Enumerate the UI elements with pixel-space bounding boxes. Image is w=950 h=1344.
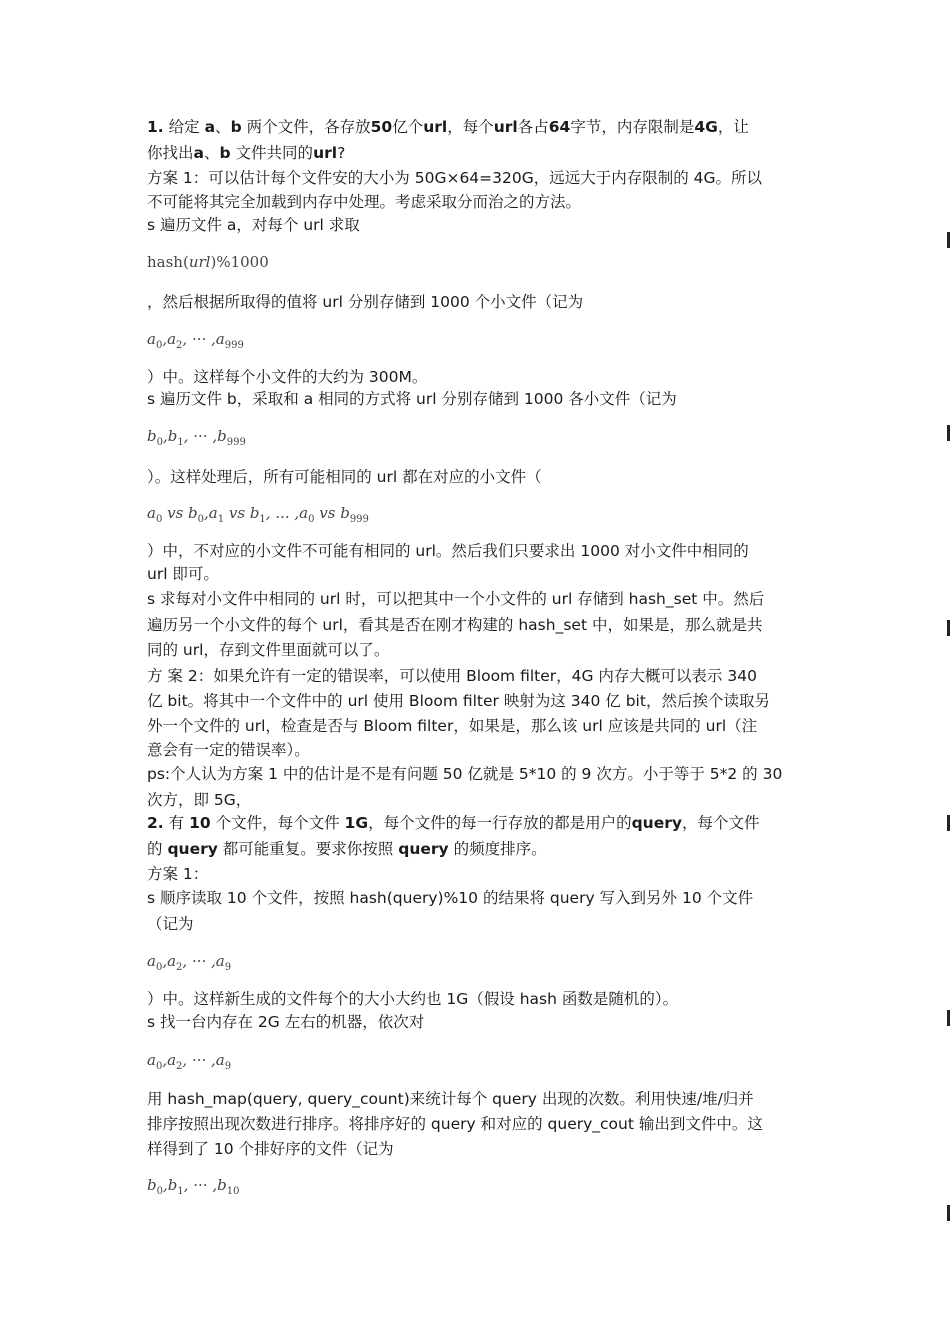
text-line: （记为 — [147, 915, 194, 933]
text-line: ）中，不对应的小文件不可能有相同的 url。然后我们只要求出 1000 对小文件中相同的 — [147, 542, 749, 560]
text-line: 不可能将其完全加载到内存中处理。考虑采取分而治之的方法。 — [147, 193, 582, 211]
q1-heading-line2: 你找出a、b 文件共同的url? — [147, 144, 346, 162]
text-line: 外一个文件的 url，检查是否与 Bloom filter，如果是，那么该 url 应该是共同的 url（注 — [147, 717, 758, 735]
text-line: 方 案 2：如果允许有一定的错误率，可以使用 Bloom filter，4G 内存大概可以表示 340 — [147, 667, 757, 685]
text-line: 次方，即 5G， — [147, 791, 252, 809]
text-line: 样得到了 10 个排好序的文件（记为 — [147, 1140, 394, 1158]
text-line: url 即可。 — [147, 565, 219, 583]
text-line: 方案 1： — [147, 865, 209, 883]
text-line: ）中。这样新生成的文件每个的大小大约也 1G（假设 hash 函数是随机的）。 — [147, 990, 679, 1008]
text-line: s 遍历文件 a，对每个 url 求取 — [147, 216, 360, 234]
text-line: 意会有一定的错误率）。 — [147, 741, 310, 759]
text-line: ）。这样处理后，所有可能相同的 url 都在对应的小文件（ — [147, 468, 542, 486]
text-line: 排序按照出现次数进行排序。将排序好的 query 和对应的 query_cout 输出到文件中。这 — [147, 1115, 763, 1133]
text-line: ps:个人认为方案 1 中的估计是不是有问题 50 亿就是 5*10 的 9 次方。小于等于 5*2 的 30 — [147, 765, 783, 783]
formula-a-series-9b: $a_0,a_2$, ··· $,a_9$ — [147, 1051, 232, 1072]
formula-a-series: $a_0,a_2$, ··· $,a_{999}$ — [147, 330, 244, 351]
text-line: s 求每对小文件中相同的 url 时，可以把其中一个小文件的 url 存储到 hash_set 中。然后 — [147, 590, 765, 608]
text-line: ）中。这样每个小文件的大约为 300M。 — [147, 368, 428, 386]
text-line: s 顺序读取 10 个文件，按照 hash(query)%10 的结果将 query 写入到另外 10 个文件 — [147, 889, 754, 907]
text-line: 用 hash_map(query, query_count)来统计每个 query 出现的次数。利用快速/堆/归并 — [147, 1090, 754, 1108]
text-line: ，然后根据所取得的值将 url 分别存储到 1000 个小文件（记为 — [147, 293, 584, 311]
q2-heading-line2: 的 query 都可能重复。要求你按照 query 的频度排序。 — [147, 840, 547, 858]
text-line: s 遍历文件 b，采取和 a 相同的方式将 url 分别存储到 1000 各小文件（记为 — [147, 390, 677, 408]
text-line: 亿 bit。将其中一个文件中的 url 使用 Bloom filter 映射为这 340 亿 bit，然后挨个读取另 — [147, 692, 770, 710]
formula-pairs: $a_0$ vs $b_0,a_1$ vs $b_1$, ... $,a_0$ vs $b_{999}$ — [147, 504, 369, 525]
q1-heading-line1: 1. 给定 a、b 两个文件，各存放50亿个url，每个url各占64字节，内存限制是4G，让 — [147, 118, 749, 136]
formula-hash-url: hash(url)%1000 — [147, 253, 269, 271]
text-line: 遍历另一个小文件的每个 url，看其是否在刚才构建的 hash_set 中，如果是，那么就是共 — [147, 616, 763, 634]
text-line: 方案 1：可以估计每个文件安的大小为 50G×64=320G，远远大于内存限制的 4G。所以 — [147, 169, 763, 187]
formula-b-series: $b_0,b_1$, ··· $,b_{999}$ — [147, 427, 246, 448]
formula-a-series-9: $a_0,a_2$, ··· $,a_9$ — [147, 952, 232, 973]
formula-b-series-10: $b_0,b_1$, ··· $,b_{10}$ — [147, 1176, 240, 1197]
text-line: s 找一台内存在 2G 左右的机器，依次对 — [147, 1013, 425, 1031]
text-line: 同的 url，存到文件里面就可以了。 — [147, 641, 390, 659]
q2-heading-line1: 2. 有 10 个文件，每个文件 1G，每个文件的每一行存放的都是用户的query，每个文件 — [147, 814, 760, 832]
